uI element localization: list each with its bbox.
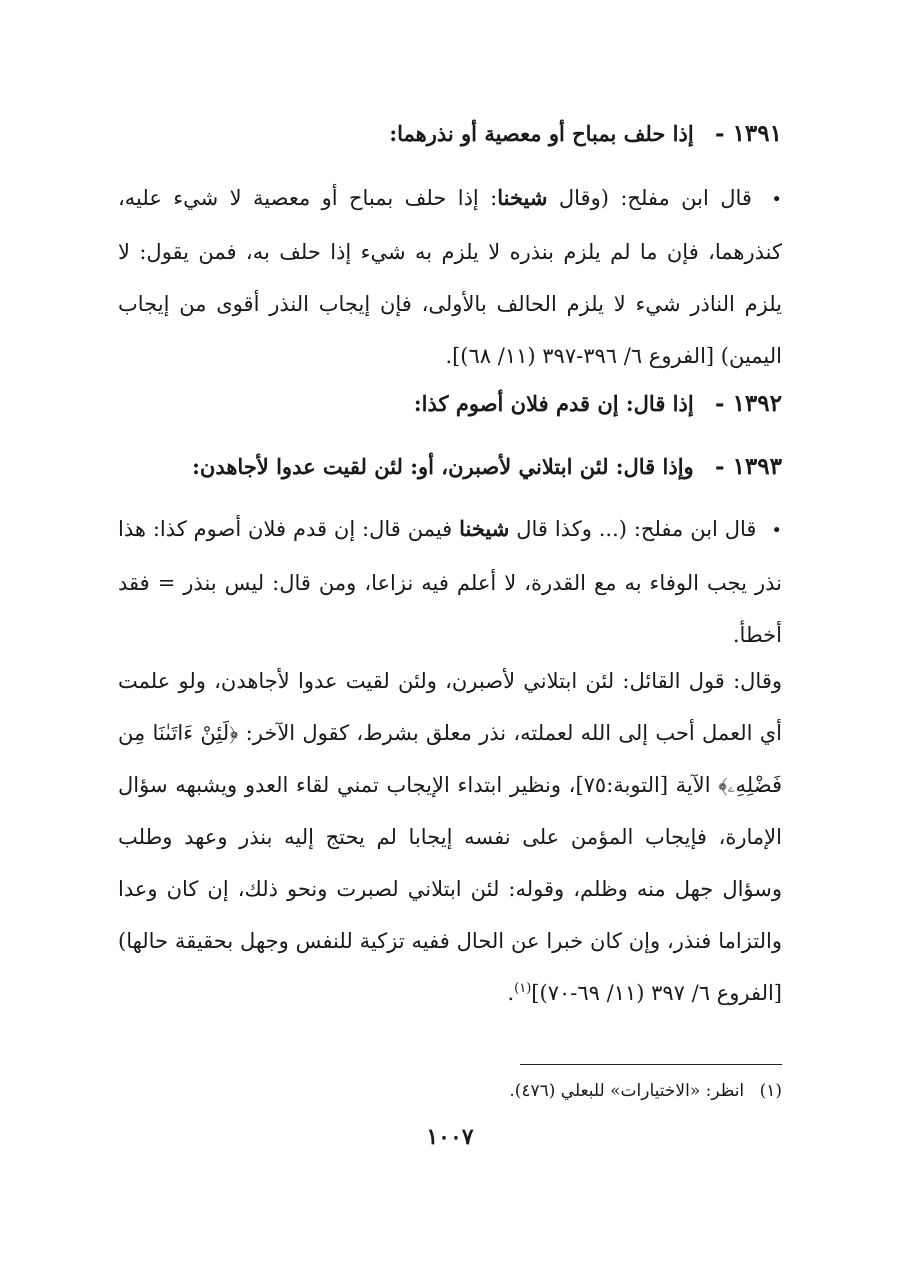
paragraph-prefix: قال ابن مفلح: (وقال: [558, 186, 752, 210]
footnote-number: (١): [759, 1081, 782, 1101]
footnote: [118, 1076, 782, 1106]
quran-verse: ﴿لَئِنْ ءَاتَىٰنَا مِن فَضْلِهِۦ﴾: [118, 721, 782, 797]
section-title: وإذا قال: لئن ابتلاني لأصبرن، أو: لئن لقيت عدوا لأجاهدن:: [192, 454, 694, 479]
section-heading-1391: [118, 108, 782, 160]
section-number: ١٣٩٣ -: [715, 453, 782, 480]
section-heading-1393: [118, 441, 782, 493]
section-heading-1392: [118, 378, 782, 430]
sheikh-term: شيخنا: [497, 185, 548, 210]
bullet-icon: •: [771, 520, 782, 541]
paragraph-end: .: [507, 981, 515, 1005]
bullet-icon: •: [771, 189, 782, 210]
paragraph-part1: وقال: قول القائل: لئن ابتلاني لأصبرن، ولئن لقيت عدوا لأجاهدن، ولو علمت أي العمل أحب إلى الله لعملته، نذر معلق بشرط، كقول الآخر:: [118, 669, 782, 745]
paragraph-part2: الآية [التوبة:٧٥]، ونظير ابتداء الإيجاب تمني لقاء العدو ويشبهه سؤال الإمارة، فإيجاب المؤمن على نفسه إيجابا لم يحتج إليه بنذر وعهد وطلب وسؤال جهل منه وظلم، وقوله: لئن ابتلاني لصبرت ونحو ذلك، إن كان وعدا والتزاما فنذر، وإن كان خبرا عن الحال ففيه تزكية للنفس وجهل بحقيقة حالها) [الفروع ٦/ ٣٩٧ (١١/ ٦٩-٧٠)]: [118, 773, 782, 1005]
section-title: إذا قال: إن قدم فلان أصوم كذا:: [413, 391, 694, 416]
paragraph-1391: [118, 172, 782, 382]
paragraph-1393-b: [118, 655, 782, 1019]
paragraph-body: : إذا حلف بمباح أو معصية لا شيء عليه، كنذرهما، فإن ما لم يلزم بنذره لا يلزم به شيء إذا حلف به، فمن يقول: لا يلزم الناذر شيء لا يلزم الحالف بالأولى، فإن إيجاب النذر أقوى من إيجاب اليمين) [الفروع ٦/ ٣٩٦-٣٩٧ (١١/ ٦٨)].: [118, 186, 782, 368]
section-number: ١٣٩٢ -: [715, 390, 782, 417]
footnote-divider: [520, 1064, 782, 1065]
footnote-reference[interactable]: (١): [514, 981, 532, 996]
section-number: ١٣٩١ -: [715, 120, 782, 147]
page-number: ١٠٠٧: [426, 1124, 474, 1150]
paragraph-prefix: قال ابن مفلح: (... وكذا قال: [516, 517, 757, 541]
paragraph-body: فيمن قال: إن قدم فلان أصوم كذا: هذا نذر يجب الوفاء به مع القدرة، لا أعلم فيه نزاعا، ومن قال: ليس بنذر = فقد أخطأ.: [118, 517, 782, 647]
section-title: إذا حلف بمباح أو معصية أو نذرهما:: [389, 121, 694, 146]
paragraph-1393-a: [118, 503, 782, 661]
footnote-text: انظر: «الاختيارات» للبعلي (٤٧٦).: [509, 1081, 745, 1101]
sheikh-term: شيخنا: [459, 516, 510, 541]
